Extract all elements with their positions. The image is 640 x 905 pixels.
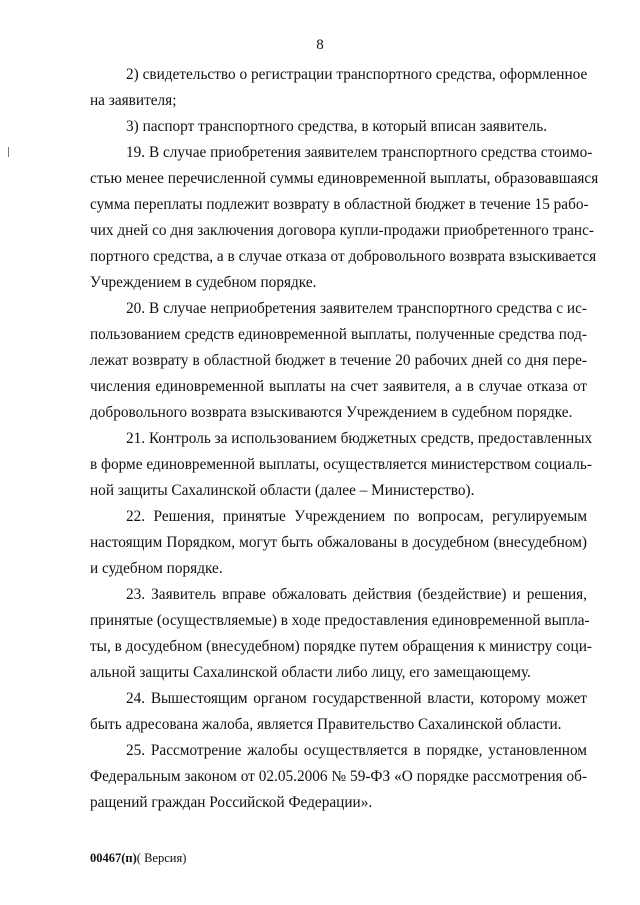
text-line: 3) паспорт транспортного средства, в который вписан заявитель. xyxy=(126,118,548,135)
text-line: 20. В случае неприобретения заявителем транспортного средства с ис- xyxy=(126,300,587,317)
text-line: Федеральным законом от 02.05.2006 № 59-ФЗ «О порядке рассмотрения об- xyxy=(90,768,587,785)
text-line: альной защиты Сахалинской области либо лицу, его замещающему. xyxy=(90,664,531,681)
text-line: сумма переплаты подлежит возврату в областной бюджет в течение 15 рабо- xyxy=(90,196,589,213)
text-line: 2) свидетельство о регистрации транспортного средства, оформленное xyxy=(126,66,588,83)
text-line: на заявителя; xyxy=(90,92,177,109)
text-line: настоящим Порядком, могут быть обжалованы в досудебном (внесудебном) xyxy=(90,534,587,551)
paragraph-clause-20 xyxy=(90,296,587,426)
text-line: Учреждением в судебном порядке. xyxy=(90,274,317,291)
paragraph-clause-19 xyxy=(90,140,599,296)
text-line: ращений граждан Российской Федерации». xyxy=(90,794,373,811)
document-footer xyxy=(90,850,186,866)
text-line: портного средства, а в случае отказа от добровольного возврата взыскивается xyxy=(90,248,597,265)
text-line: добровольного возврата взыскиваются Учреждением в судебном порядке. xyxy=(90,404,573,421)
text-line: стью менее перечисленной суммы единовременной выплаты, образовавшаяся xyxy=(90,170,599,187)
text-line: и судебном порядке. xyxy=(90,560,223,577)
text-line: быть адресована жалоба, является Правительство Сахалинской области. xyxy=(90,716,562,733)
text-line: 22. Решения, принятые Учреждением по вопросам, регулируемым xyxy=(126,508,587,525)
text-line: чих дней со дня заключения договора купли-продажи приобретенного транс- xyxy=(90,222,594,239)
text-line: пользованием средств единовременной выплаты, полученные средства под- xyxy=(90,326,587,343)
paragraph-clause-24 xyxy=(90,686,587,738)
paragraph-item-3 xyxy=(90,114,587,140)
text-line: ной защиты Сахалинской области (далее – Министерство). xyxy=(90,482,475,499)
text-line: 19. В случае приобретения заявителем транспортного средства стоимо- xyxy=(126,144,593,161)
version-label: ( Версия) xyxy=(136,851,187,865)
text-line: в форме единовременной выплаты, осуществляется министерством социаль- xyxy=(90,456,592,473)
text-line: 24. Вышестоящим органом государственной власти, которому может xyxy=(126,690,587,707)
text-line: 21. Контроль за использованием бюджетных средств, предоставленных xyxy=(126,430,593,447)
text-line: ты, в досудебном (внесудебном) порядке путем обращения к министру соци- xyxy=(90,638,593,655)
text-line: 25. Рассмотрение жалобы осуществляется в порядке, установленном xyxy=(126,742,587,759)
text-line: лежат возврату в областной бюджет в течение 20 рабочих дней со дня пере- xyxy=(90,352,587,369)
margin-mark xyxy=(8,147,9,157)
text-line: 23. Заявитель вправе обжаловать действия (бездействие) и решения, xyxy=(126,586,587,603)
text-line: принятые (осуществляемые) в ходе предоставления единовременной выпла- xyxy=(90,612,590,629)
paragraph-clause-23 xyxy=(90,582,593,686)
text-line: числения единовременной выплаты на счет заявителя, а в случае отказа от xyxy=(90,378,587,395)
paragraph-item-2 xyxy=(90,62,587,114)
paragraph-clause-25 xyxy=(90,738,587,816)
document-body xyxy=(90,62,599,816)
paragraph-clause-21 xyxy=(90,426,593,504)
paragraph-clause-22 xyxy=(90,504,587,582)
doc-code: 00467(п) xyxy=(90,851,137,865)
page-number: 8 xyxy=(316,37,324,53)
